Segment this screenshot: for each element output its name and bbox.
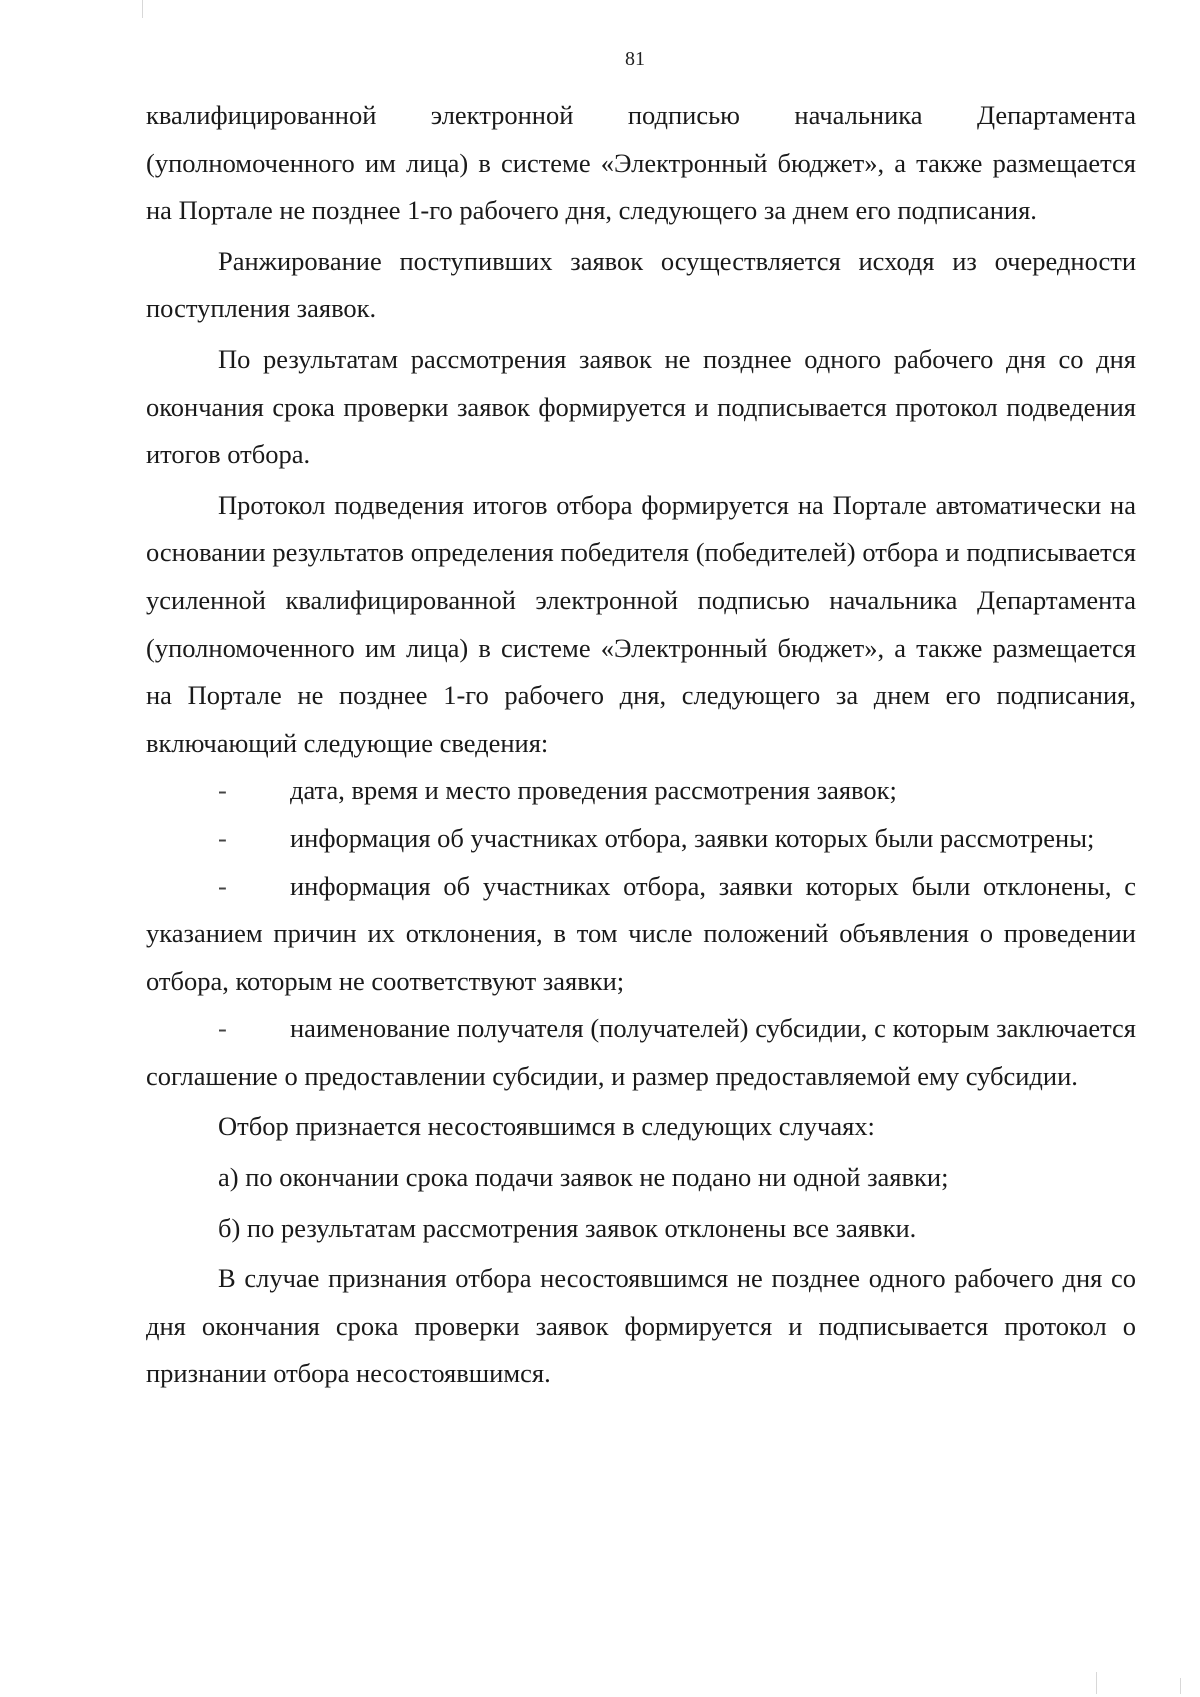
- list-item-text: дата, время и место проведения рассмотрения заявок;: [290, 775, 897, 806]
- page-number: 81: [625, 48, 645, 70]
- list-dash: -: [218, 870, 227, 901]
- list-item: [146, 767, 1136, 815]
- paragraph-ranking: Ранжирование поступивших заявок осуществляется исходя из очередности поступления заявок.: [146, 245, 1136, 324]
- paragraph-protocol: Протокол подведения итогов отбора формируется на Портале автоматически на основании результатов определения победителя (победителей) отбора и подписывается усиленной квалифицированной электронной подписью начальника Департамента (уполномоченного им лица) в системе «Электронный бюджет», а также размещается на Портале не позднее 1-го рабочего дня, следующего за днем его подписания, включающий следующие сведения:: [146, 489, 1136, 758]
- list-item: [146, 1005, 1136, 1100]
- list-dash: -: [218, 822, 227, 853]
- document-body: [146, 92, 1136, 1398]
- list-item: [146, 863, 1136, 1006]
- paragraph-failed-protocol: В случае признания отбора несостоявшимся не позднее одного рабочего дня со дня окончания срока проверки заявок формируется и подписывается протокол о признании отбора несостоявшимся.: [146, 1263, 1136, 1389]
- list-item-text: информация об участниках отбора, заявки которых были отклонены, с указанием причин их отклонения, в том числе положений объявления о проведении отбора, которым не соответствуют заявки;: [146, 870, 1136, 996]
- list-dash: -: [218, 1013, 227, 1044]
- paragraph-continuation: квалифицированной электронной подписью начальника Департамента (уполномоченного им лица) в системе «Электронный бюджет», а также размещается на Портале не позднее 1-го рабочего дня, следующего за днем его подписания.: [146, 100, 1136, 226]
- list-dash: -: [218, 775, 227, 806]
- scan-edge-mark: [1180, 1678, 1181, 1694]
- paragraph-review-results: По результатам рассмотрения заявок не позднее одного рабочего дня со дня окончания срока проверки заявок формируется и подписывается протокол подведения итогов отбора.: [146, 343, 1136, 470]
- paragraph-case-b: б) по результатам рассмотрения заявок отклонены все заявки.: [218, 1212, 917, 1243]
- scan-edge-mark: [1096, 1672, 1097, 1694]
- paragraph-failed-selection: Отбор признается несостоявшимся в следующих случаях:: [218, 1111, 875, 1142]
- list-item-text: наименование получателя (получателей) субсидии, с которым заключается соглашение о предоставлении субсидии, и размер предоставляемой ему субсидии.: [146, 1013, 1136, 1091]
- list-item-text: информация об участниках отбора, заявки которых были рассмотрены;: [290, 822, 1095, 853]
- list-item: [146, 815, 1136, 863]
- scan-edge-mark: [142, 0, 143, 18]
- paragraph-case-a: а) по окончании срока подачи заявок не подано ни одной заявки;: [218, 1162, 949, 1193]
